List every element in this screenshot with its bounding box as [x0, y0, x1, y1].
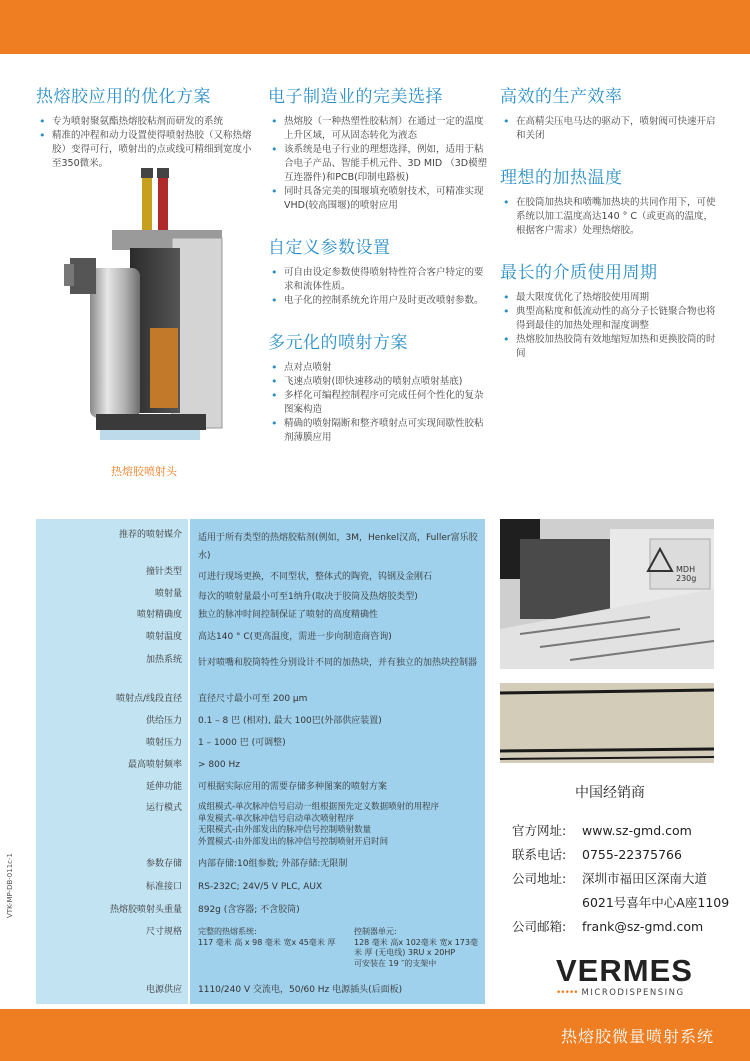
- spec-label: 撞针类型: [145, 567, 182, 577]
- spec-value: 1 – 1000 巴 (可调整): [198, 738, 286, 748]
- application-photo-graphic: [500, 519, 714, 669]
- section-title: 电子制造业的完美选择: [268, 87, 443, 107]
- spec-label: 喷射量: [154, 589, 182, 599]
- spec-value: 每次的喷射量最小可至1纳升(取决于胶筒及热熔胶类型): [198, 592, 418, 602]
- spec-label: 最高喷射频率: [127, 760, 182, 770]
- section-title: 多元化的喷射方案: [268, 333, 408, 353]
- application-photo: [500, 519, 714, 669]
- logo-tagline-row: [556, 988, 716, 998]
- bullet-list: [36, 115, 256, 171]
- spec-label: 推荐的喷射媒介: [118, 530, 182, 540]
- contact-value[interactable]: frank@sz-gmd.com: [582, 919, 704, 934]
- spec-label: 电源供应: [145, 985, 182, 995]
- footer-title: 热熔胶微量喷射系统: [560, 1027, 714, 1046]
- bullet-item: • 精确的喷射隔断和整齐喷射点可实现间歇性胶粘剂薄膜应用: [268, 417, 488, 445]
- column-efficiency: [500, 82, 720, 381]
- contact-value: 0755-22375766: [582, 847, 682, 862]
- bullet-item: • 专为喷射聚氨酯热熔胶粘剂而研发的系统: [36, 115, 256, 129]
- section-title: 高效的生产效率: [500, 87, 623, 107]
- spec-value: 直径尺寸最小可至 200 μm: [198, 694, 308, 704]
- vermes-logo: [556, 955, 716, 1001]
- spec-label: 运行模式: [145, 803, 182, 813]
- contact-key: 公司邮箱:: [512, 919, 567, 934]
- bullet-item: • 该系统是电子行业的理想选择，例如，适用于粘合电子产品、智能手机元件、3D MID （3D模塑互连器件)和PCB(印制电路板): [268, 143, 488, 185]
- bullet-item: • 多样化可编程控制程序可完成任何个性化的复杂图案构造: [268, 389, 488, 417]
- contact-row-address-line2: [512, 893, 729, 911]
- bullet-item: • 典型高粘度和低流动性的高分子长链聚合物也将得到最佳的加热处理和湿度调整: [500, 305, 720, 333]
- spec-value: 适用于所有类型的热熔胶粘剂(例如，3M，Henkel汉高，Fuller富乐胶水): [198, 533, 478, 561]
- spec-value: > 800 Hz: [198, 760, 240, 770]
- bullet-item: • 精准的冲程和动力设置使得喷射热胶（又称热熔胶）变得可行，喷射出的点或线可精细到宽度小至350微米。: [36, 129, 256, 171]
- bullet-item: • 可自由设定参数使得喷射特性符合客户特定的要求和流体性质。: [268, 266, 488, 294]
- spec-value: 完整的热熔系统: 117 毫米 高 x 98 毫米 宽x 45毫米 厚: [198, 927, 336, 947]
- section-title: 热熔胶应用的优化方案: [36, 87, 211, 107]
- contact-value: 6021号喜年中心A座1109: [582, 895, 730, 910]
- bullet-list: [268, 361, 488, 445]
- spec-value: RS-232C; 24V/5 V PLC, AUX: [198, 882, 323, 892]
- spec-label: 加热系统: [145, 655, 182, 665]
- bullet-item: • 同时具备完美的围堰填充喷射技术，可精准实现VHD(较高围堰)的喷射应用: [268, 185, 488, 213]
- spec-label: 尺寸规格: [145, 927, 182, 937]
- document-code: VTK-MP-DB-011c-1: [6, 853, 14, 918]
- spec-value: 892g (含容器; 不含胶筒): [198, 905, 300, 915]
- logo-tagline: MICRODISPENSING: [581, 988, 685, 998]
- bullet-list: [500, 115, 720, 143]
- spec-label: 供给压力: [145, 716, 182, 726]
- contact-value[interactable]: www.sz-gmd.com: [582, 823, 692, 838]
- bullet-item: • 最大限度优化了热熔胶使用周期: [500, 291, 720, 305]
- spec-value: 针对喷嘴和胶筒特性分别设计不同的加热块，并有独立的加热块控制器: [198, 658, 478, 668]
- section-title: 自定义参数设置: [268, 238, 391, 258]
- spec-value: 0.1 – 8 巴 (相对), 最大 100巴(外部供应装置): [198, 716, 382, 726]
- spec-label: 喷射温度: [145, 632, 182, 642]
- spec-value: 可根据实际应用的需要存储多种图案的喷射方案: [198, 782, 388, 792]
- bullet-item: • 飞速点喷射(即快速移动的喷射点喷射基底): [268, 375, 488, 389]
- bullet-item: • 点对点喷射: [268, 361, 488, 375]
- bullet-item: • 在高精尖压电马达的驱动下，喷射阀可快速开启和关闭: [500, 115, 720, 143]
- bullet-item: • 电子化的控制系统允许用户及时更改喷射参数。: [268, 294, 488, 308]
- column-electronics: [268, 82, 488, 465]
- logo-wordmark: VERMES: [556, 953, 693, 988]
- spec-value: 可进行现场更换，不同型状，整体式的陶瓷，钨钢及金刚石: [198, 572, 433, 582]
- dispensed-lines-graphic: [500, 683, 714, 763]
- bullet-list: [268, 266, 488, 308]
- contact-key: 联系电话:: [512, 847, 567, 862]
- contact-row-email: [512, 917, 703, 935]
- logo-dots-icon: •••••: [556, 988, 578, 998]
- section-title: 理想的加热温度: [500, 168, 623, 188]
- bullet-list: [268, 115, 488, 213]
- contact-row-phone: [512, 845, 682, 863]
- spec-value-secondary: 控制器单元: 128 毫米 高x 102毫米 宽x 173毫米 厚 (无电线) 3RU x 20HP 可安装在 19 ″的支架中: [354, 927, 478, 968]
- dispensed-lines-photo: [500, 683, 714, 763]
- spec-label: 参数存储: [145, 859, 182, 869]
- spec-value: 1110/240 V 交流电，50/60 Hz 电源插头(后面板): [198, 985, 403, 995]
- contact-row-address: [512, 869, 707, 887]
- contact-value: 深圳市福田区深南大道: [582, 871, 708, 886]
- spec-label: 热熔胶喷射头重量: [109, 905, 182, 915]
- section-title: 最长的介质使用周期: [500, 263, 658, 283]
- spec-label: 喷射点/线段直径: [115, 694, 182, 704]
- spec-value: 内部存储:10组参数; 外部存储:无限制: [198, 859, 348, 869]
- spec-label: 延伸功能: [145, 782, 182, 792]
- spec-label: 标准接口: [145, 882, 182, 892]
- bullet-item: • 热熔胶加热胶筒有效地缩短加热和更换胶筒的时间: [500, 333, 720, 361]
- spec-label: 喷射精确度: [136, 610, 182, 620]
- spec-value: 成组模式-单次脉冲信号启动一组根据预先定义数据喷射的用程序 单发模式-单次脉冲信号启动单次喷射程序 无限模式-由外部发出的脉冲信号控制喷射数量 外置模式-由外部发出的脉冲信号控制喷射开启时间: [198, 802, 440, 847]
- contact-row-website: [512, 821, 692, 839]
- bullet-item: • 热熔胶（一种热塑性胶粘剂）在通过一定的温度上升区域，可从固态转化为液态: [268, 115, 488, 143]
- bullet-list: [500, 196, 720, 238]
- jetting-head-image: [60, 168, 230, 453]
- dealer-title: 中国经销商: [575, 785, 645, 801]
- bullet-item: • 在胶筒加热块和喷嘴加热块的共同作用下，可使系统以加工温度高达140 ° C（或更高的温度，根据客户需求）处理热熔胶。: [500, 196, 720, 238]
- weight-label: MDH 230g: [676, 565, 697, 583]
- spec-value: 独立的脉冲时间控制保证了喷射的高度精确性: [198, 610, 379, 620]
- contact-key: 公司地址:: [512, 871, 567, 886]
- top-orange-bar: [0, 0, 750, 54]
- bullet-list: [500, 291, 720, 361]
- contact-key: 官方网址:: [512, 823, 567, 838]
- spec-label: 喷射压力: [145, 738, 182, 748]
- spec-value: 高达140 ° C(更高温度，需进一步向制造商咨询): [198, 632, 392, 642]
- image-caption: 热熔胶喷射头: [111, 465, 177, 478]
